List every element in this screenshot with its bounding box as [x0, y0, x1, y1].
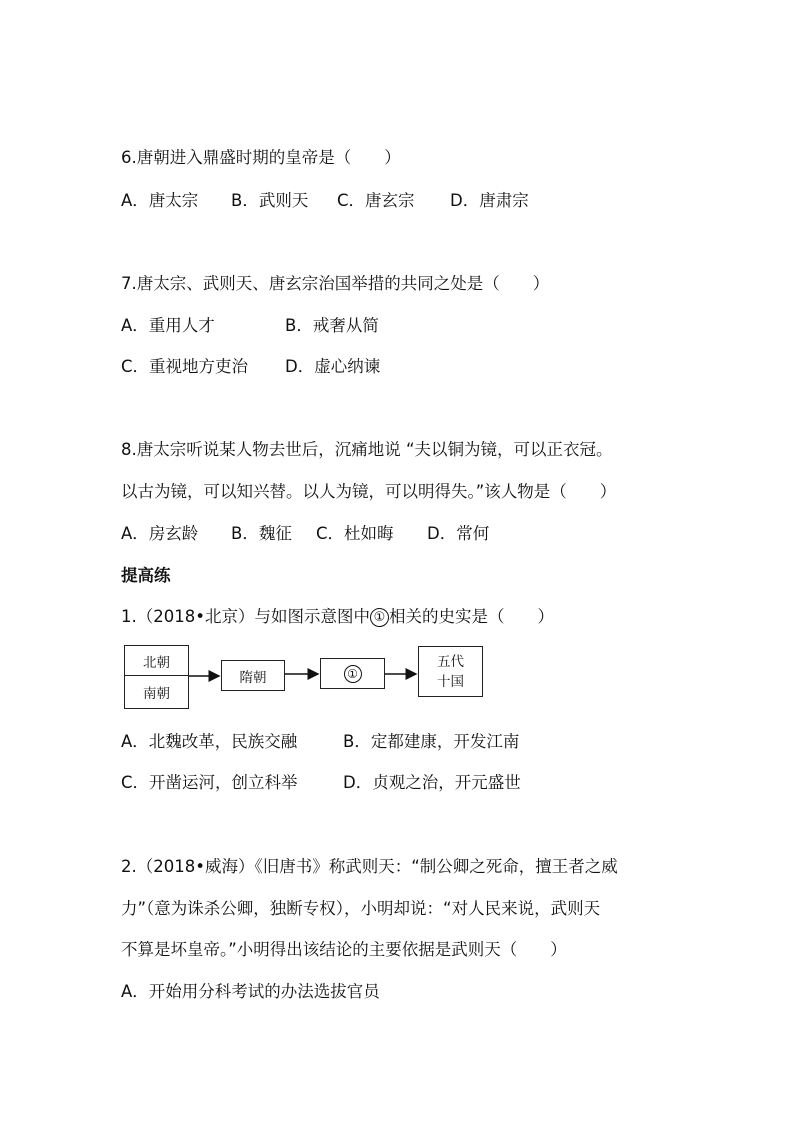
- problem-1-stem-before: 1.（2018•北京）与如图示意图中: [121, 607, 370, 626]
- problem-2-stem-line3: 不算是坏皇帝。”小明得出该结论的主要依据是武则天（ ）: [121, 940, 567, 959]
- box-northern-dynasties: 北朝: [124, 645, 189, 677]
- option-b: B．戒奢从简: [285, 316, 379, 335]
- option-b: B．武则天: [231, 191, 309, 210]
- option-c: C．开凿运河，创立科举: [121, 773, 298, 792]
- option-a: A．重用人才: [121, 316, 215, 335]
- problem-2-option-a: A．开始用分科考试的办法选拔官员: [121, 982, 380, 1001]
- option-a: A．唐太宗: [121, 191, 199, 210]
- option-d: D．虚心纳谏: [285, 357, 381, 376]
- question-6-stem: 6.唐朝进入鼎盛时期的皇帝是（ ）: [121, 148, 401, 167]
- five-dynasties-label: 五代: [437, 653, 464, 670]
- circled-one-mark: ①: [344, 665, 362, 683]
- option-d: D．唐肃宗: [450, 191, 529, 210]
- box-southern-dynasties: 南朝: [124, 675, 189, 709]
- problem-2-stem-line1: 2.（2018•威海）《旧唐书》称武则天：“制公卿之死命，擅王者之威: [121, 857, 618, 876]
- section-title: 提高练: [121, 566, 171, 585]
- box-sui-dynasty: 隋朝: [221, 660, 285, 691]
- question-8-stem-line2: 以古为镜，可以知兴替。以人为镜，可以明得失。”该人物是（ ）: [121, 482, 617, 501]
- option-a: A．房玄龄: [121, 524, 199, 543]
- question-8-stem-line1: 8.唐太宗听说某人物去世后，沉痛地说 “夫以铜为镜，可以正衣冠。: [121, 440, 613, 459]
- problem-1-options-row2: [121, 771, 521, 795]
- option-d: D．常何: [427, 524, 490, 543]
- question-7-stem: 7.唐太宗、武则天、唐玄宗治国举措的共同之处是（ ）: [121, 274, 550, 293]
- option-d: D．贞观之治，开元盛世: [343, 773, 521, 792]
- option-a: A．北魏改革，民族交融: [121, 732, 298, 751]
- option-c: C．杜如晦: [316, 524, 394, 543]
- option-b: B．魏征: [231, 524, 292, 543]
- ten-kingdoms-label: 十国: [437, 673, 464, 690]
- problem-2-stem-line2: 力”（意为诛杀公卿，独断专权），小明却说：“对人民来说，武则天: [121, 899, 601, 918]
- option-c: C．重视地方吏治: [121, 357, 249, 376]
- option-c: C．唐玄宗: [337, 191, 415, 210]
- problem-1-options-row1: [121, 730, 519, 754]
- circled-one-mark: ①: [370, 608, 389, 627]
- problem-1-stem-after: 相关的史实是（ ）: [388, 607, 554, 626]
- option-b: B．定都建康，开发江南: [343, 732, 520, 751]
